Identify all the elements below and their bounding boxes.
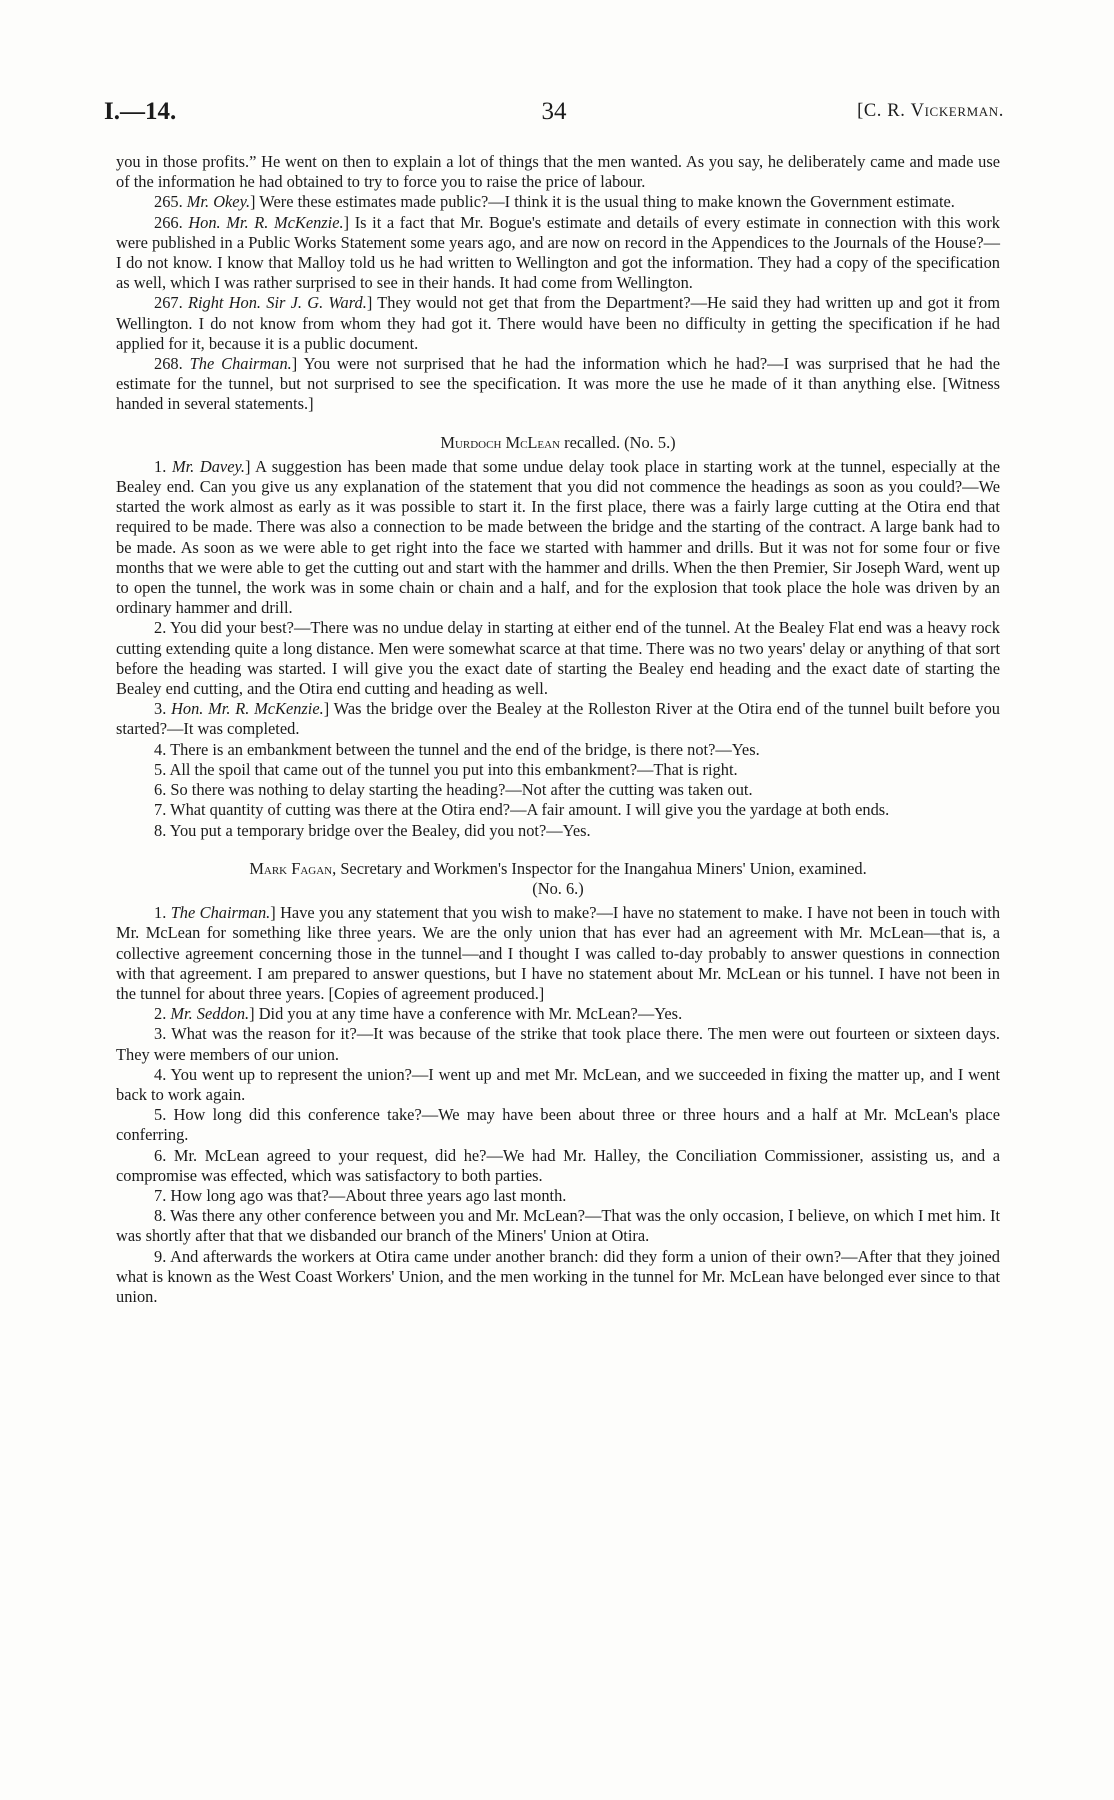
witness-prefix: [C. R. <box>857 101 911 121</box>
speaker: Mr. Okey. <box>186 192 251 212</box>
question-9: 9. And afterwards the workers at Otira came under another branch: did they form a union of their own?—After that they joined what is known as the West Coast Workers' Union, and the men working in the tunnel for Mr. McLean have belonged ever since to that union. <box>116 1246 1000 1306</box>
question-text: ] Have you any statement that you wish to make?—I have no statement to make. I have not been in touch with Mr. McLean for something like three years. We are the only union that has ever had an agreement with Mr. McLean—that is, a collective agreement concerning those in the tunnel—and I thought I was called to-day probably to answer questions in connection with that agreement. I am prepared to answer questions, but I have no statement about Mr. McLean or his tunnel. I have not been in the tunnel for about three years. [Copies of agreement produced.] <box>116 903 1001 1003</box>
speaker: Mr. Davey. <box>171 456 245 476</box>
question-number: 265. <box>154 192 187 212</box>
continued-paragraph: you in those profits.” He went on then to explain a lot of things that the men wanted. As you say, he deliberately came and made use of the information he had obtained to try to force you to raise the price of labour. <box>116 152 1000 192</box>
question-6: 6. Mr. McLean agreed to your request, did he?—We had Mr. Halley, the Conciliation Commissioner, assisting us, and a compromise was effected, which was satisfactory to both parties. <box>116 1145 1000 1185</box>
question-266 <box>116 213 1000 294</box>
page-number: 34 <box>541 98 567 125</box>
witness-heading-mclean <box>116 433 1000 453</box>
page-body <box>116 152 1000 1307</box>
speaker: The Chairman. <box>189 354 292 374</box>
question-1 <box>116 903 1000 1004</box>
witness-suffix: . <box>998 101 1004 121</box>
question-text: ] Did you at any time have a conference with Mr. McLean?—Yes. <box>249 1004 683 1024</box>
question-6: 6. So there was nothing to delay starting the heading?—Not after the cutting was taken out. <box>154 780 753 800</box>
witness-name: Murdoch McLean <box>440 432 561 452</box>
question-5: 5. How long did this conference take?—We may have been about three or three hours and a half at Mr. McLean's place conferring. <box>116 1105 1000 1145</box>
speaker: Hon. Mr. R. McKenzie. <box>188 212 344 232</box>
witness-name: Mark Fagan <box>249 858 333 878</box>
question-2 <box>116 1004 1000 1024</box>
question-265 <box>116 192 1000 212</box>
question-8: 8. Was there any other conference between you and Mr. McLean?—That was the only occasion, I believe, on which I met him. It was shortly after that that we disbanded our branch of the Miners' Union at Otira. <box>116 1206 1000 1246</box>
question-number: 266. <box>154 212 189 232</box>
question-number: 267. <box>154 293 188 313</box>
question-number: 2. <box>154 1004 171 1024</box>
question-268 <box>116 354 1000 415</box>
question-267 <box>116 293 1000 354</box>
witness-heading-rest: recalled. (No. 5.) <box>560 432 676 452</box>
page-header <box>104 98 1004 132</box>
question-7: 7. What quantity of cutting was there at the Otira end?—A fair amount. I will give you the yardage at both ends. <box>154 800 890 820</box>
witness-surname: Vickerman <box>910 101 999 121</box>
question-7: 7. How long ago was that?—About three years ago last month. <box>154 1185 567 1205</box>
spacer <box>116 841 1000 859</box>
question-number: 1. <box>154 456 172 476</box>
witness-heading-rest: , Secretary and Workmen's Inspector for the Inangahua Miners' Union, examined. <box>332 858 867 878</box>
question-text: ] Were these estimates made public?—I think it is the usual thing to make known the Government estimate. <box>250 192 955 212</box>
question-4: 4. There is an embankment between the tunnel and the end of the bridge, is there not?—Yes. <box>154 739 760 759</box>
spacer <box>116 415 1000 433</box>
question-text: ] Is it a fact that Mr. Bogue's estimate and details of every estimate in connection with this work were published in a Public Works Statement some years ago, and are now on record in the Appendices to the Journals of the House?—I do not know. I know that Malloy told us he had written to Wellington and got the information. They had a copy of the specification as well, which I was rather surprised to see in their hands. It had come from Wellington. <box>116 212 1001 293</box>
question-2: 2. You did your best?—There was no undue delay in starting at either end of the tunnel. At the Bealey Flat end was a heavy rock cutting extending quite a long distance. Men were somewhat scarce at that time. There was no two years' delay or anything of that sort before the heading was started. I will give you the exact date of starting the Bealey end heading and the exact date of starting the Bealey end cutting, and the Otira end cutting and heading as well. <box>116 618 1000 699</box>
parliamentary-paper-ref: I.—14. <box>104 98 177 125</box>
speaker: The Chairman. <box>170 903 271 923</box>
question-number: 3. <box>154 699 172 719</box>
question-5: 5. All the spoil that came out of the tunnel you put into this embankment?—That is right. <box>154 759 738 779</box>
question-1 <box>116 457 1000 619</box>
question-3 <box>116 699 1000 739</box>
question-text: ] A suggestion has been made that some undue delay took place in starting work at the tunnel, especially at the Bealey end. Can you give us any explanation of the statement that you did not commence the headings as soon as you could?—We started the work almost as early as it was possible to start it. In the first place, there was a fairly large cutting at the Otira end that required to be made. There was also a connection to be made between the bridge and the starting of the contract. A large bank had to be made. As soon as we were able to get right into the face we started with hammer and drills. But it was not for some four or five months that we were able to get the cutting out and start with the hammer and drills. When the then Premier, Sir Joseph Ward, went up to open the tunnel, the work was in some chain or chain and a half, and for the explosion that took place the hole was driven by an ordinary hammer and drill. <box>116 456 1000 618</box>
question-text: ] Was the bridge over the Bealey at the Rolleston River at the Otira end of the tunnel built before you started?—It was completed. <box>116 699 1000 739</box>
question-4: 4. You went up to represent the union?—I went up and met Mr. McLean, and we succeeded in fixing the matter up, and I went back to work again. <box>116 1064 1000 1104</box>
question-text: ] They would not get that from the Department?—He said they had written up and got it from Wellington. I do not know from whom they had got it. There would have been no difficulty in getting the specification if he had applied for it, because it is a public document. <box>116 293 1001 353</box>
witness-heading-number: (No. 6.) <box>532 878 584 898</box>
witness-heading-fagan <box>116 859 1000 899</box>
speaker: Mr. Seddon. <box>170 1004 250 1024</box>
speaker: Hon. Mr. R. McKenzie. <box>171 699 324 719</box>
speaker: Right Hon. Sir J. G. Ward. <box>187 293 367 313</box>
question-3: 3. What was the reason for it?—It was because of the strike that took place there. The men were out fourteen or sixteen days. They were members of our union. <box>116 1024 1000 1064</box>
running-witness-name <box>857 101 1004 122</box>
question-text: ] You were not surprised that he had the information which he had?—I was surprised that he had the estimate for the tunnel, but not surprised to see the specification. It was more the use he made of it than anything else. [Witness handed in several statements.] <box>116 354 1001 414</box>
question-8: 8. You put a temporary bridge over the Bealey, did you not?—Yes. <box>154 820 591 840</box>
question-number: 268. <box>154 354 190 374</box>
question-number: 1. <box>154 903 171 923</box>
